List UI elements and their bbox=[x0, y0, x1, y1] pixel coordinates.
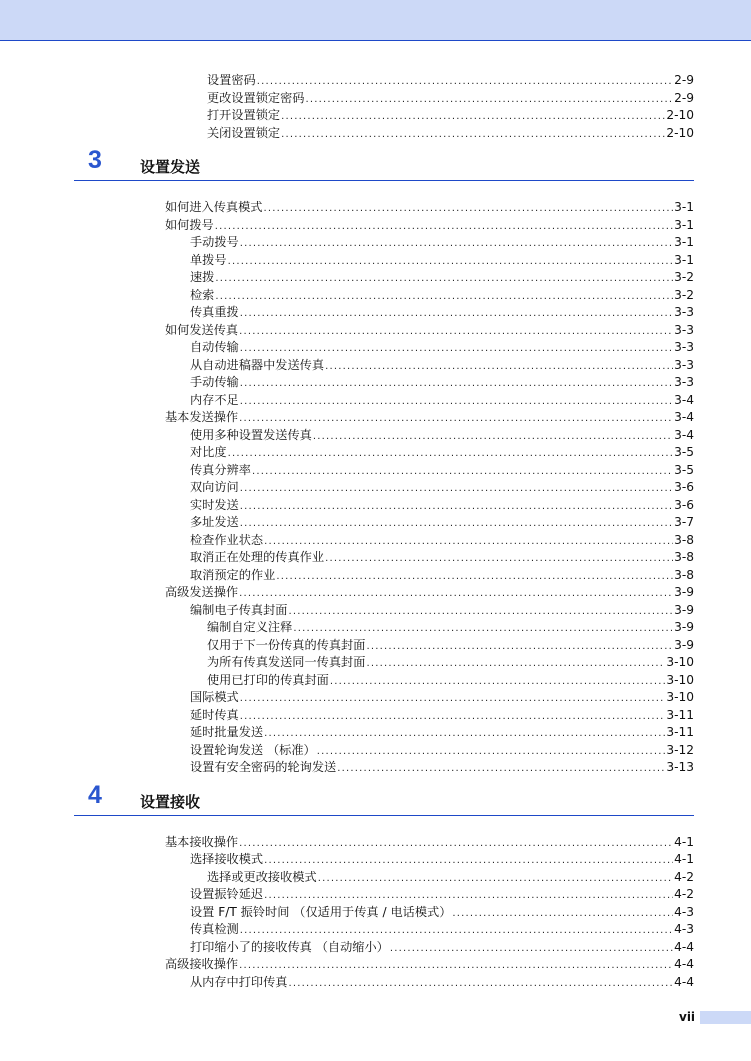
toc-entry-page: 3-4 bbox=[674, 392, 694, 407]
toc-entry[interactable] bbox=[190, 566, 694, 584]
toc-entry[interactable] bbox=[207, 89, 694, 107]
toc-entry-page: 4-1 bbox=[674, 852, 694, 866]
dot-leader bbox=[289, 975, 674, 993]
toc-entry-label: 自动传输 bbox=[190, 340, 239, 354]
dot-leader bbox=[337, 760, 665, 778]
toc-entry-page: 3-4 bbox=[674, 427, 694, 442]
toc-entry-label: 设置有安全密码的轮询发送 bbox=[190, 760, 337, 774]
toc-entry[interactable] bbox=[190, 548, 694, 566]
toc-entry[interactable] bbox=[207, 636, 694, 654]
toc-entry[interactable] bbox=[190, 461, 694, 479]
toc-entry[interactable] bbox=[207, 618, 694, 636]
toc-entry-label: 选择或更改接收模式 bbox=[207, 869, 317, 884]
header-band bbox=[0, 0, 751, 41]
toc-entry-page: 4-2 bbox=[674, 869, 694, 884]
toc-entry-page: 4-4 bbox=[674, 974, 694, 989]
toc-entry-label: 取消预定的作业 bbox=[190, 567, 276, 582]
toc-entry-page: 3-10 bbox=[666, 672, 694, 687]
toc-entry-page: 3-3 bbox=[674, 322, 694, 337]
toc-entry-label: 仅用于下一份传真的传真封面 bbox=[207, 637, 366, 652]
toc-entry-page: 3-8 bbox=[674, 567, 694, 582]
toc-entry-label: 从内存中打印传真 bbox=[190, 974, 288, 989]
toc-entry[interactable] bbox=[165, 216, 694, 234]
toc-entry-page: 3-8 bbox=[674, 532, 694, 547]
toc-entry-label: 高级接收操作 bbox=[165, 957, 239, 971]
toc-entry[interactable] bbox=[165, 408, 694, 426]
toc-entry[interactable] bbox=[207, 71, 694, 89]
toc-entry-page: 3-11 bbox=[666, 725, 694, 739]
toc-entry-label: 高级发送操作 bbox=[165, 585, 239, 599]
toc-entry-page: 3-5 bbox=[674, 462, 694, 477]
toc-entry-label: 为所有传真发送同一传真封面 bbox=[207, 655, 366, 669]
toc-entry-page: 3-7 bbox=[674, 515, 694, 529]
toc-entry[interactable] bbox=[190, 973, 694, 991]
toc-entry[interactable] bbox=[190, 391, 694, 409]
toc-entry[interactable] bbox=[190, 251, 694, 269]
toc-entry-page: 3-9 bbox=[674, 637, 694, 652]
toc-entry-page: 3-8 bbox=[674, 550, 694, 564]
toc-entry-label: 如何拨号 bbox=[165, 217, 214, 232]
toc-entry-label: 国际模式 bbox=[190, 690, 239, 704]
toc-entry[interactable] bbox=[190, 286, 694, 304]
toc-entry[interactable] bbox=[165, 321, 694, 339]
toc-entry-label: 延时批量发送 bbox=[190, 725, 264, 739]
toc-entry-page: 2-10 bbox=[666, 125, 694, 140]
toc-entry-page: 3-6 bbox=[674, 480, 694, 494]
dot-leader bbox=[281, 126, 665, 144]
toc-entry-page: 3-10 bbox=[666, 690, 694, 704]
toc-entry-label: 基本接收操作 bbox=[165, 834, 239, 849]
toc-entry-label: 传真检测 bbox=[190, 922, 239, 936]
toc-entry[interactable] bbox=[190, 268, 694, 286]
toc-entry-page: 3-9 bbox=[674, 585, 694, 599]
toc-entry[interactable] bbox=[190, 513, 694, 531]
toc-entry-label: 内存不足 bbox=[190, 392, 239, 407]
toc-entry[interactable] bbox=[190, 443, 694, 461]
toc-entry[interactable] bbox=[190, 723, 694, 741]
toc-entry-page: 4-4 bbox=[674, 957, 694, 971]
toc-entry-page: 3-3 bbox=[674, 305, 694, 319]
toc-entry-label: 传真分辨率 bbox=[190, 462, 251, 477]
toc-entry[interactable] bbox=[190, 373, 694, 391]
toc-entry[interactable] bbox=[190, 303, 694, 321]
toc-entry-label: 手动拨号 bbox=[190, 235, 239, 249]
toc-entry-label: 打开设置锁定 bbox=[207, 108, 281, 122]
toc-entry-page: 4-3 bbox=[674, 922, 694, 936]
toc-entry-label: 对比度 bbox=[190, 445, 227, 459]
footer-tab bbox=[700, 1011, 751, 1024]
toc-entry[interactable] bbox=[190, 496, 694, 514]
toc-entry[interactable] bbox=[190, 356, 694, 374]
toc-entry-label: 编制电子传真封面 bbox=[190, 602, 288, 617]
chapter-title: 设置接收 bbox=[140, 792, 201, 811]
toc-entry-page: 4-2 bbox=[674, 887, 694, 901]
toc-entry-page: 4-4 bbox=[674, 939, 694, 954]
toc-entry[interactable] bbox=[190, 938, 694, 956]
toc-entry[interactable] bbox=[190, 903, 694, 921]
toc-entry-label: 设置密码 bbox=[207, 73, 256, 87]
chapter-heading bbox=[74, 780, 694, 816]
toc-entry-page: 2-9 bbox=[674, 90, 694, 105]
toc-entry[interactable] bbox=[190, 706, 694, 724]
toc-entry-label: 更改设置锁定密码 bbox=[207, 90, 305, 105]
toc-entry-page: 4-3 bbox=[674, 904, 694, 919]
toc-entry-label: 实时发送 bbox=[190, 497, 239, 512]
toc-entry-page: 3-10 bbox=[666, 655, 694, 669]
toc-entry-page: 3-2 bbox=[674, 270, 694, 284]
toc-entry-label: 关闭设置锁定 bbox=[207, 125, 281, 140]
toc-entry[interactable] bbox=[190, 758, 694, 776]
toc-entry[interactable] bbox=[207, 671, 694, 689]
toc-entry[interactable] bbox=[190, 478, 694, 496]
chapter-title: 设置发送 bbox=[140, 158, 201, 176]
toc-entry[interactable] bbox=[165, 955, 694, 973]
toc-entry-label: 延时传真 bbox=[190, 707, 239, 722]
toc-entry-label: 手动传输 bbox=[190, 375, 239, 389]
toc-entry-label: 选择接收模式 bbox=[190, 852, 264, 866]
toc-entry[interactable] bbox=[190, 920, 694, 938]
toc-entry-label: 双向访问 bbox=[190, 480, 239, 494]
toc-entry[interactable] bbox=[190, 601, 694, 619]
toc-entry[interactable] bbox=[190, 531, 694, 549]
toc-entry-page: 3-1 bbox=[674, 252, 694, 267]
toc-entry[interactable] bbox=[165, 833, 694, 851]
toc-entry-page: 3-9 bbox=[674, 620, 694, 634]
toc-entry-page: 4-1 bbox=[674, 834, 694, 849]
toc-entry[interactable] bbox=[190, 885, 694, 903]
toc-entry-label: 如何进入传真模式 bbox=[165, 200, 263, 214]
toc-entry-label: 多址发送 bbox=[190, 515, 239, 529]
chapter-heading bbox=[74, 146, 694, 181]
toc-entry[interactable] bbox=[190, 850, 694, 868]
toc-entry-label: 设置振铃延迟 bbox=[190, 887, 264, 901]
toc-entry-label: 速拨 bbox=[190, 270, 215, 284]
toc-entry[interactable] bbox=[190, 233, 694, 251]
toc-entry-label: 如何发送传真 bbox=[165, 322, 239, 337]
toc-entry-label: 设置 F/T 振铃时间 （仅适用于传真 / 电话模式） bbox=[190, 904, 452, 919]
toc-entry[interactable] bbox=[190, 338, 694, 356]
toc-entry-label: 使用多种设置发送传真 bbox=[190, 427, 312, 442]
toc-entry-label: 设置轮询发送 （标准） bbox=[190, 742, 316, 757]
toc-entry[interactable] bbox=[207, 653, 694, 671]
toc-entry-page: 3-4 bbox=[674, 410, 694, 424]
toc-entry-page: 3-1 bbox=[674, 217, 694, 232]
toc-entry[interactable] bbox=[165, 198, 694, 216]
toc-entry-label: 打印缩小了的接收传真 （自动缩小） bbox=[190, 939, 389, 954]
toc-entry-label: 使用已打印的传真封面 bbox=[207, 672, 329, 687]
toc-entry[interactable] bbox=[190, 688, 694, 706]
toc-entry[interactable] bbox=[190, 741, 694, 759]
toc-entry-page: 3-11 bbox=[666, 707, 694, 722]
chapter-number: 4 bbox=[88, 780, 102, 809]
chapter-number: 3 bbox=[88, 146, 102, 174]
toc-entry-label: 取消正在处理的传真作业 bbox=[190, 550, 325, 564]
toc-entry[interactable] bbox=[207, 868, 694, 886]
toc-entry-label: 单拨号 bbox=[190, 252, 227, 267]
toc-entry-page: 3-3 bbox=[674, 340, 694, 354]
toc-entry-page: 3-5 bbox=[674, 445, 694, 459]
toc-entry-label: 编制自定义注释 bbox=[207, 620, 293, 634]
toc-entry-page: 3-13 bbox=[666, 760, 694, 774]
toc-entry[interactable] bbox=[165, 583, 694, 601]
toc-entry-label: 传真重拨 bbox=[190, 305, 239, 319]
toc-entry-label: 基本发送操作 bbox=[165, 410, 239, 424]
toc-entry[interactable] bbox=[207, 106, 694, 124]
toc-entry[interactable] bbox=[190, 426, 694, 444]
toc-entry-label: 检查作业状态 bbox=[190, 532, 264, 547]
toc-entry-page: 3-3 bbox=[674, 375, 694, 389]
page-number: vii bbox=[679, 1010, 696, 1024]
toc-entry-page: 3-2 bbox=[674, 287, 694, 302]
toc-entry-page: 2-10 bbox=[666, 108, 694, 122]
toc-entry-page: 3-1 bbox=[674, 235, 694, 249]
toc-entry-label: 检索 bbox=[190, 287, 215, 302]
toc-entry-page: 2-9 bbox=[674, 73, 694, 87]
toc-entry-page: 3-6 bbox=[674, 497, 694, 512]
toc-entry[interactable] bbox=[207, 124, 694, 142]
toc-entry-page: 3-1 bbox=[674, 200, 694, 214]
toc-entry-label: 从自动进稿器中发送传真 bbox=[190, 357, 325, 372]
toc-entry-page: 3-12 bbox=[666, 742, 694, 757]
toc-entry-page: 3-9 bbox=[674, 602, 694, 617]
toc-entry-page: 3-3 bbox=[674, 357, 694, 372]
